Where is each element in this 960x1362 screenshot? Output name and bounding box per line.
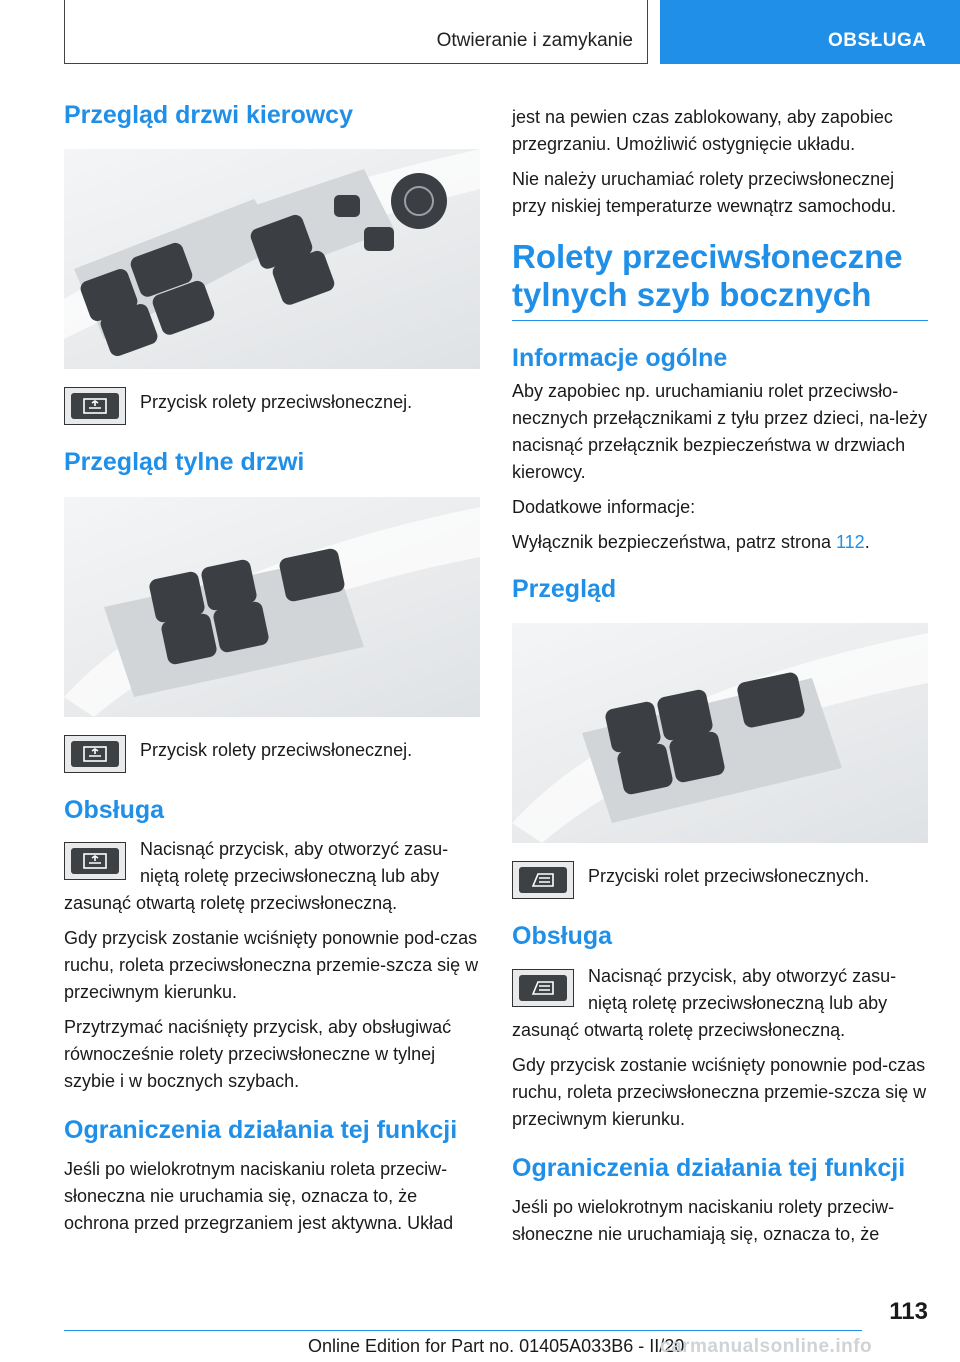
general-p2: Dodatkowe informacje: [512,497,696,518]
driver-caption: Przycisk rolety przeciwsłonecznej. [140,392,413,413]
operation-left-p1: Nacisnąć przycisk, aby otworzyć zasu-niętą roletę przeciwsłoneczną lub aby zasunąć otwartą roletę przeciwsłoneczną. [64,838,449,913]
page-link-112[interactable]: 112 [835,532,865,553]
operation-left-block [64,836,480,925]
rear-door-switches-illustration [64,497,480,717]
footer-edition: Online Edition for Part no. 01405A033B6 - II/20 [308,1336,685,1356]
operation-right-p1: Nacisnąć przycisk, aby otworzyć zasu-niętą roletę przeciwsłoneczną lub aby zasunąć otwartą roletę przeciwsłoneczną. [512,965,897,1040]
watermark: carmanualsonline.info [660,1336,873,1357]
page-number: 113 [889,1298,928,1325]
rear-icon-row [64,735,480,773]
operation-right-block [512,963,928,1052]
rear-side-switches-illustration [512,623,928,843]
limits-right-p1: Jeśli po wielokrotnym naciskaniu rolety przeciw-słoneczne nie uruchamiają się, oznacza to, że [512,1196,895,1244]
heading-limits-right: Ograniczenia działania tej funkcji [512,1153,906,1182]
rear-door-photo [64,497,480,717]
header-section: OBSŁUGA [828,30,927,51]
driver-door-photo [64,149,480,369]
overview-caption: Przyciski rolet przeciwsłonecznych. [588,866,870,887]
continuation-p2: Nie należy uruchamiać rolety przeciwsłonecznej przy niskiej temperaturze wewnątrz samochodu. [512,169,897,216]
header-section-tab [660,0,960,64]
driver-door-switches-illustration [64,149,480,369]
sunblind-button-icon [64,387,126,425]
sunblind-button-icon [64,842,126,880]
heading-limits-left: Ograniczenia działania tej funkcji [64,1115,458,1144]
driver-icon-row [64,387,480,425]
continuation-p1: jest na pewien czas zablokowany, aby zapobiec przegrzaniu. Umożliwić ostygnięcie układu. [512,107,893,154]
rear-side-sunblind-button-icon [512,969,574,1007]
heading-overview: Przegląd [512,575,617,604]
sunblind-button-icon [64,735,126,773]
operation-left-p2: Gdy przycisk zostanie wciśnięty ponownie pod-czas ruchu, roleta przeciwsłoneczna przemie-szcza się w przeciwnym kierunku. [64,927,479,1002]
heading-operation-left: Obsługa [64,795,165,824]
heading-rear-side-sunblinds: Rolety przeciwsłoneczne tylnych szyb bocznych [512,238,928,321]
general-p3: Wyłącznik bezpieczeństwa, patrz strona 112. [512,532,870,553]
footer-rule [64,1330,862,1331]
operation-left-p3: Przytrzymać naciśnięty przycisk, aby obsługiwać równocześnie rolety przeciwsłoneczne w tylnej szybie i w bocznych szybach. [64,1016,452,1091]
rear-side-switches-photo [512,623,928,843]
header-chapter: Otwieranie i zamykanie [436,30,633,51]
operation-right-p2: Gdy przycisk zostanie wciśnięty ponownie pod-czas ruchu, roleta przeciwsłoneczna przemie-szcza się w przeciwnym kierunku. [512,1054,927,1129]
heading-driver-door: Przegląd drzwi kierowcy [64,101,353,129]
right-column [512,104,928,1256]
rear-side-sunblind-button-icon [512,861,574,899]
rear-caption: Przycisk rolety przeciwsłonecznej. [140,739,413,760]
general-p1: Aby zapobiec np. uruchamianiu rolet przeciwsło-necznych przełącznikami z tyłu przez dzieci, na-leży nacisnąć przełącznik bezpieczeństwa w drzwiach kierowcy. [512,381,928,483]
left-column [64,100,480,1245]
heading-rear-door: Przegląd tylne drzwi [64,448,305,477]
limits-left-p1: Jeśli po wielokrotnym naciskaniu roleta przeciw-słoneczna nie uruchamia się, oznacza to, że ochrona przed przegrzaniem jest aktywna. Układ [64,1159,454,1233]
header-chapter-box [64,0,648,64]
heading-general-info: Informacje ogólne [512,343,728,372]
heading-operation-right: Obsługa [512,922,613,951]
overview-icon-row [512,861,928,899]
